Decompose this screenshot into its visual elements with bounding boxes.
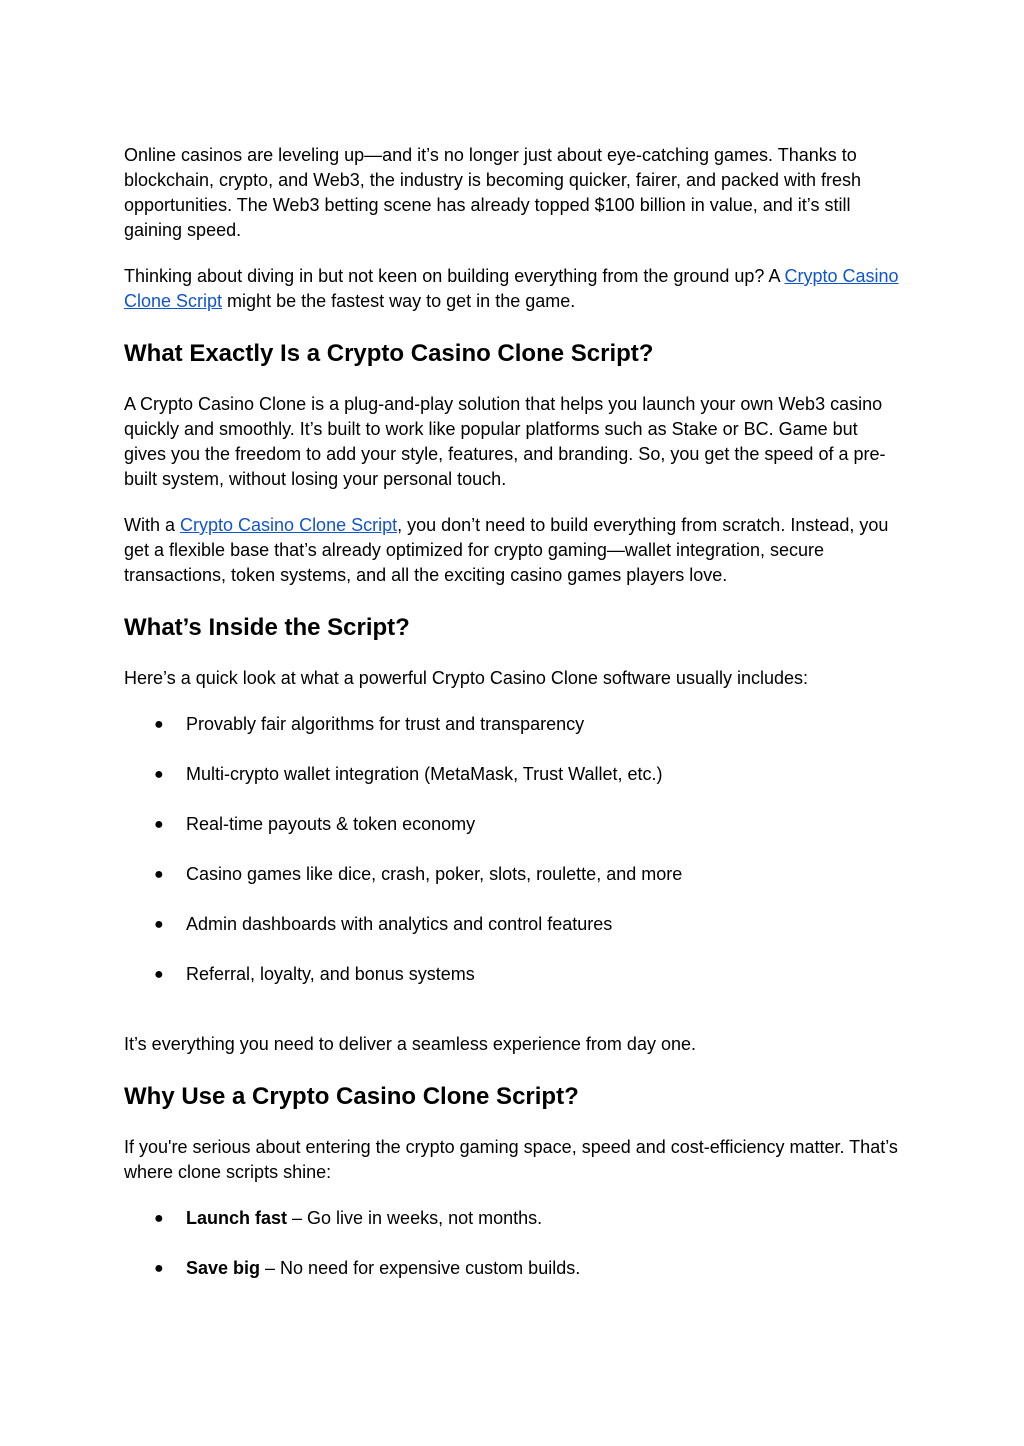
section-heading-why-use: Why Use a Crypto Casino Clone Script? <box>124 1083 579 1110</box>
section3-intro: If you're serious about entering the crypto gaming space, speed and cost-efficiency matter. That’s where clone scripts shine: <box>124 1137 898 1182</box>
bullet-icon: ● <box>154 766 164 783</box>
intro-paragraph-1: Online casinos are leveling up—and it’s no longer just about eye-catching games. Thanks to blockchain, crypto, and Web3, the industry is becoming quicker, fairer, and packed with fresh opportunities. The Web3 betting scene has already topped $100 billion in value, and it’s still gaining speed. <box>124 145 862 240</box>
list-item <box>124 762 904 787</box>
crypto-casino-clone-script-link[interactable]: Crypto Casino Clone Script <box>124 266 899 311</box>
bullet-icon: ● <box>154 966 164 983</box>
list-item <box>124 812 904 837</box>
intro-p2-text-before: Thinking about diving in but not keen on building everything from the ground up? A <box>124 266 785 286</box>
list-item-text: Referral, loyalty, and bonus systems <box>186 964 475 984</box>
intro-p2-text-after: might be the fastest way to get in the game. <box>222 291 576 311</box>
list-item-text: Real-time payouts & token economy <box>186 814 476 834</box>
section2-outro: It’s everything you need to deliver a seamless experience from day one. <box>124 1034 696 1054</box>
section1-paragraph-2 <box>124 513 904 588</box>
list-item-text: Provably fair algorithms for trust and transparency <box>186 714 585 734</box>
intro-paragraph-2 <box>124 264 904 314</box>
section2-intro: Here’s a quick look at what a powerful Crypto Casino Clone software usually includes: <box>124 668 809 688</box>
bullet-icon: ● <box>154 916 164 933</box>
list-item <box>124 1206 904 1231</box>
list-item <box>124 912 904 937</box>
list-item <box>124 862 904 887</box>
benefit-text: – Go live in weeks, not months. <box>287 1208 543 1228</box>
bullet-icon: ● <box>154 1260 164 1277</box>
document-page <box>124 143 904 1281</box>
list-item <box>124 712 904 737</box>
features-list <box>124 712 904 987</box>
section1-p2-text-before: With a <box>124 515 181 535</box>
bullet-icon: ● <box>154 716 164 733</box>
list-item <box>124 962 904 987</box>
list-item-text: Multi-crypto wallet integration (MetaMask, Trust Wallet, etc.) <box>186 764 663 784</box>
benefit-text: – No need for expensive custom builds. <box>260 1258 581 1278</box>
section1-paragraph-1: A Crypto Casino Clone is a plug-and-play solution that helps you launch your own Web3 casino quickly and smoothly. It’s built to work like popular platforms such as Stake or BC. Game but gives you the freedom to add your style, features, and branding. So, you get the speed of a pre-built system, without losing your personal touch. <box>124 394 886 489</box>
benefit-title: Save big <box>186 1258 261 1278</box>
crypto-casino-clone-script-link-2[interactable]: Crypto Casino Clone Script <box>180 515 398 535</box>
bullet-icon: ● <box>154 866 164 883</box>
bullet-icon: ● <box>154 1210 164 1227</box>
benefit-title: Launch fast <box>186 1208 288 1228</box>
bullet-icon: ● <box>154 816 164 833</box>
benefits-list <box>124 1206 904 1281</box>
section-heading-whats-inside: What’s Inside the Script? <box>124 614 410 641</box>
section1-p2-text-after: , you don’t need to build everything from scratch. Instead, you get a flexible base that’s already optimized for crypto gaming—wallet integration, secure transactions, token systems, and all the exciting casino games players love. <box>124 515 889 585</box>
list-item <box>124 1256 904 1281</box>
list-item-text: Admin dashboards with analytics and control features <box>186 914 613 934</box>
list-item-text: Casino games like dice, crash, poker, slots, roulette, and more <box>186 864 683 884</box>
section-heading-what-exactly: What Exactly Is a Crypto Casino Clone Script? <box>124 340 654 367</box>
